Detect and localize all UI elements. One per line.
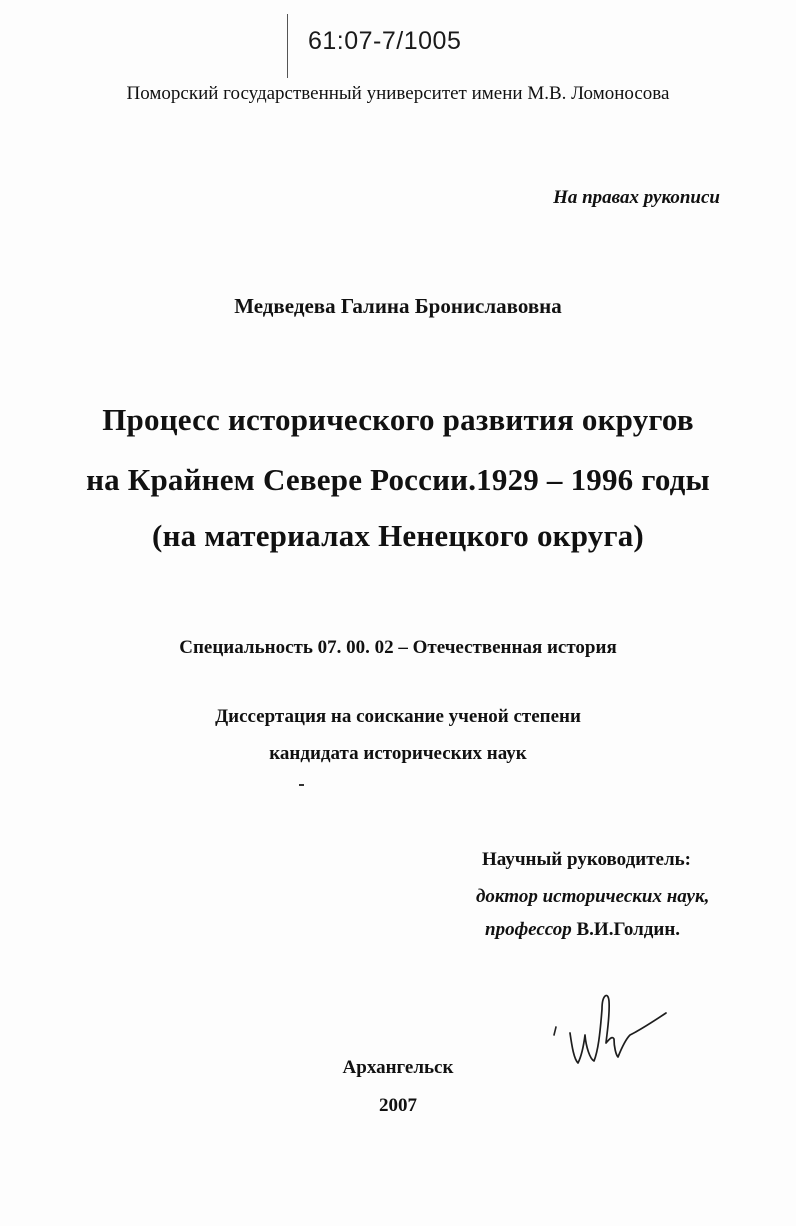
author-name: Медведева Галина Брониславовна bbox=[234, 294, 562, 318]
thesis-title-line-1: Процесс исторического развития округов bbox=[102, 402, 694, 437]
thesis-title-line-3: (на материалах Ненецкого округа) bbox=[152, 518, 644, 553]
year: 2007 bbox=[379, 1095, 417, 1116]
thesis-title-line-2: на Крайнем Севере России.1929 – 1996 годы bbox=[86, 462, 710, 497]
supervisor-name-line bbox=[485, 919, 680, 941]
supervisor-degree: доктор исторических наук, bbox=[476, 886, 710, 907]
library-stamp-code: 61:07-7/1005 bbox=[308, 27, 462, 55]
manuscript-rights-note: На правах рукописи bbox=[553, 187, 720, 208]
specialty-line: Специальность 07. 00. 02 – Отечественная история bbox=[179, 637, 617, 658]
scan-speck bbox=[299, 784, 304, 786]
stamp-divider bbox=[287, 14, 288, 78]
city: Архангельск bbox=[342, 1057, 454, 1078]
university-name: Поморский государственный университет имени М.В. Ломоносова bbox=[126, 83, 670, 104]
supervisor-title: профессор bbox=[485, 919, 572, 940]
dissertation-line-1: Диссертация на соискание ученой степени bbox=[215, 706, 581, 727]
supervisor-heading: Научный руководитель: bbox=[482, 849, 691, 870]
supervisor-name: В.И.Голдин. bbox=[576, 919, 681, 940]
dissertation-line-2: кандидата исторических наук bbox=[269, 743, 527, 764]
